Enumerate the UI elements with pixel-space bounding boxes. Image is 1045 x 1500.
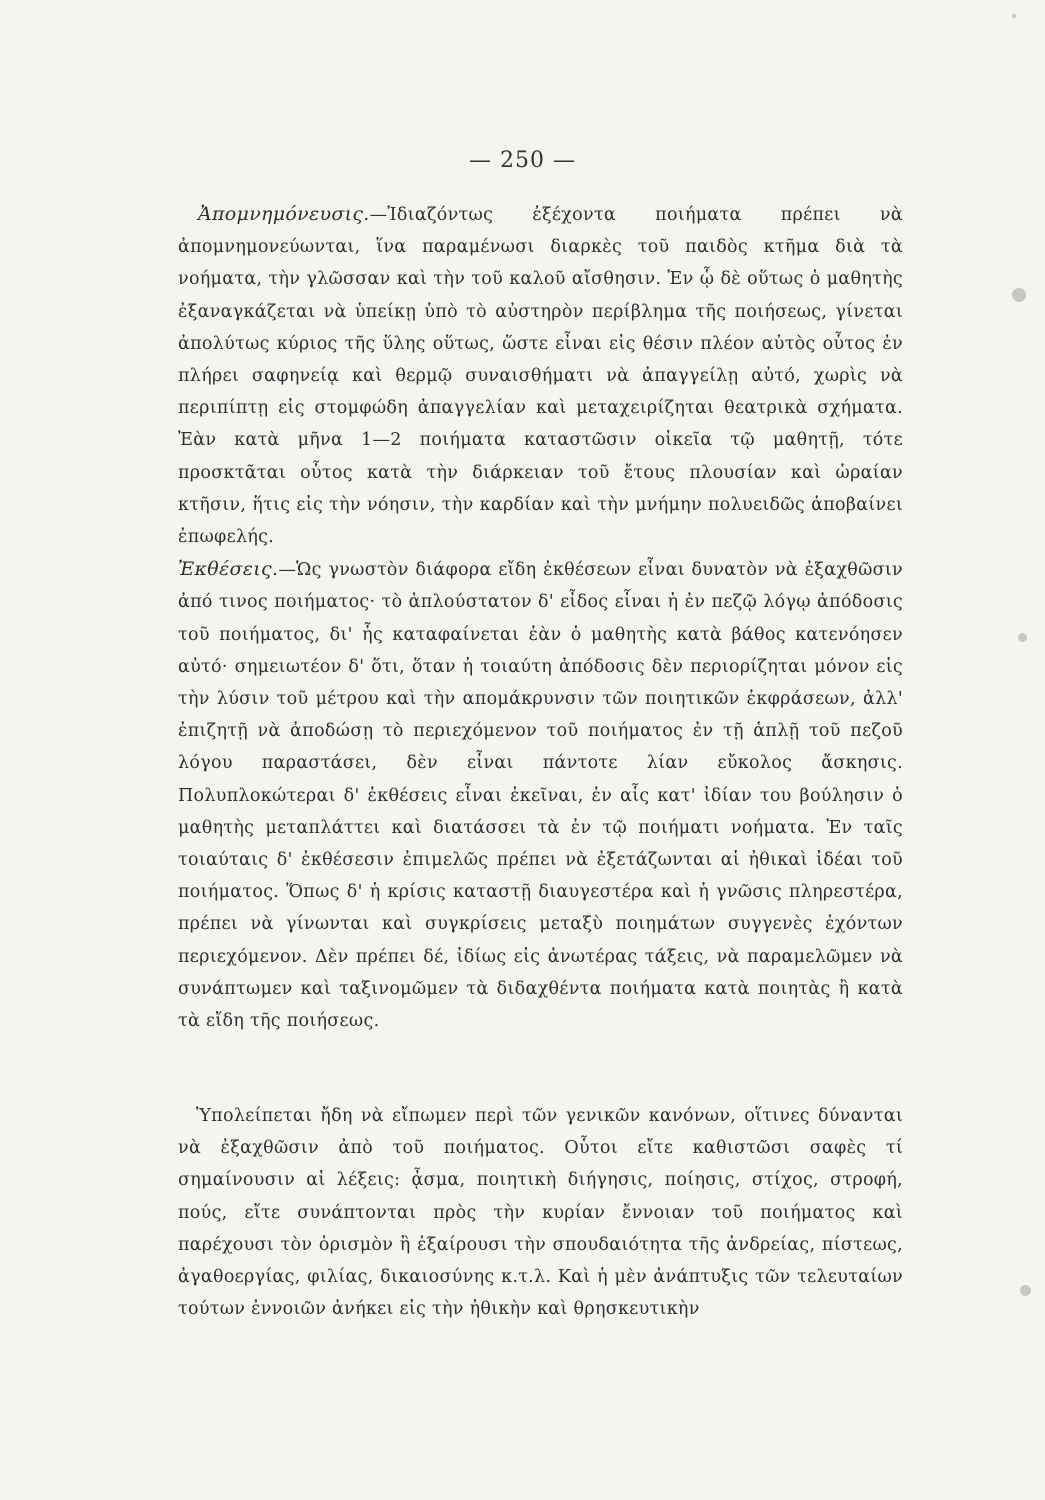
scan-speck	[1012, 14, 1016, 18]
section-body-compositions: —Ὡς γνωστὸν διάφορα εἴδη ἐκθέσεων εἶναι δυνατὸν νὰ ἐξαχθῶσιν ἀπό τινος ποιήματος· τὸ ἁπλούστατον δ' εἶδος εἶναι ἡ ἐν πεζῷ λόγῳ ἀπόδοσις τοῦ ποιήματος, δι' ἧς καταφαίνεται ἐὰν ὁ μαθητὴς κατὰ βάθος κατενόησεν αὐτό· σημειωτέον δ' ὅτι, ὅταν ἡ τοιαύτη ἀπόδοσις δὲν περιορίζηται μόνον εἰς τὴν λύσιν τοῦ μέτρου καὶ τὴν απομάκρυνσιν τῶν ποιητικῶν ἐκφράσεων, ἀλλ' ἐπιζητῇ νὰ ἀποδώσῃ τὸ περιεχόμενον τοῦ ποιήματος ἐν τῇ ἁπλῇ τοῦ πεζοῦ λόγου παραστάσει, δὲν εἶναι πάντοτε λίαν εὔκολος ἄσκησις. Πολυπλοκώτεραι δ' ἐκθέσεις εἶναι ἐκεῖναι, ἐν αἷς κατ' ἰδίαν του βούλησιν ὁ μαθητὴς μεταπλάττει καὶ διατάσσει τὰ ἐν τῷ ποιήματι νοήματα. Ἐν ταῖς τοιαύταις δ' ἐκθέσεσιν ἐπιμελῶς πρέπει νὰ ἐξετάζωνται αἱ ἠθικαὶ ἰδέαι τοῦ ποιήματος. Ὅπως δ' ἡ κρίσις καταστῇ διαυγεστέρα καὶ ἡ γνῶσις πληρεστέρα, πρέπει νὰ γίνωνται καὶ συγκρίσεις μεταξὺ ποιημάτων συγγενὲς ἐχόντων περιεχόμενον. Δὲν πρέπει δέ, ἰδίως εἰς ἀνωτέρας τάξεις, νὰ παραμελῶμεν νὰ συνάπτωμεν καὶ ταξινομῶμεν τὰ διδαχθέντα ποιήματα κατὰ ποιητὰς ἢ κατὰ τὰ εἴδη τῆς ποιήσεως.	[178, 560, 903, 1032]
main-text	[178, 198, 903, 1037]
scan-speck	[1020, 1285, 1031, 1296]
scan-speck	[1018, 633, 1027, 642]
page-number: — 250 —	[469, 148, 576, 173]
scan-speck	[1012, 288, 1026, 302]
section-heading-memorization: Ἀπομνημόνευσις.	[198, 203, 370, 225]
paragraph-memorization	[178, 198, 903, 553]
paragraph-general-rules: Ὑπολείπεται ἤδη νὰ εἴπωμεν περὶ τῶν γενικῶν κανόνων, οἵτινες δύνανται νὰ ἐξαχθῶσιν ἀπὸ τοῦ ποιήματος. Οὗτοι εἴτε καθιστῶσι σαφὲς τί σημαίνουσιν αἱ λέξεις: ᾆσμα, ποιητικὴ διήγησις, ποίησις, στίχος, στροφή, πούς, εἴτε συνάπτονται πρὸς τὴν κυρίαν ἔννοιαν τοῦ ποιήματος καὶ παρέχουσι τὸν ὁρισμὸν ἢ ἐξαίρουσι τὴν σπουδαιότητα τῆς ἀνδρείας, πίστεως, ἀγαθοεργίας, φιλίας, δικαιοσύνης κ.τ.λ. Καὶ ἡ μὲν ἀνάπτυξις τῶν τελευταίων τούτων ἐννοιῶν ἀνήκει εἰς τὴν ἠθικὴν καὶ θρησκευτικὴν	[178, 1106, 903, 1320]
closing-text	[178, 1100, 903, 1325]
section-heading-compositions: Ἐκθέσεις.	[178, 558, 279, 581]
paragraph-compositions	[178, 553, 903, 1037]
section-body-memorization: —Ἰδιαζόντως ἐξέχοντα ποιήματα πρέπει νὰ ἀπομνημονεύωνται, ἵνα παραμένωσι διαρκὲς τοῦ παιδὸς κτῆμα διὰ τὰ νοήματα, τὴν γλῶσσαν καὶ τὴν τοῦ καλοῦ αἴσθησιν. Ἐν ᾧ δὲ οὕτως ὁ μαθητὴς ἐξαναγκάζεται νὰ ὑπείκῃ ὑπὸ τὸ αὐστηρὸν περίβλημα τῆς ποιήσεως, γίνεται ἀπολύτως κύριος τῆς ὕλης οὕτως, ὥστε εἶναι εἰς θέσιν πλέον αὐτὸς οὗτος ἐν πλήρει σαφηνείᾳ καὶ θερμῷ συναισθήματι νὰ ἀπαγγείλῃ αὐτό, χωρὶς νὰ περιπίπτῃ εἰς στομφώδη ἀπαγγελίαν καὶ μεταχειρίζηται θεατρικὰ σχήματα. Ἐὰν κατὰ μῆνα 1—2 ποιήματα καταστῶσιν οἰκεῖα τῷ μαθητῇ, τότε προσκτᾶται οὗτος κατὰ τὴν διάρκειαν τοῦ ἔτους πλουσίαν καὶ ὡραίαν κτῆσιν, ἥτις εἰς τὴν νόησιν, τὴν καρδίαν καὶ τὴν μνήμην πολυειδῶς ἀποβαίνει ἐπωφελής.	[178, 205, 903, 548]
